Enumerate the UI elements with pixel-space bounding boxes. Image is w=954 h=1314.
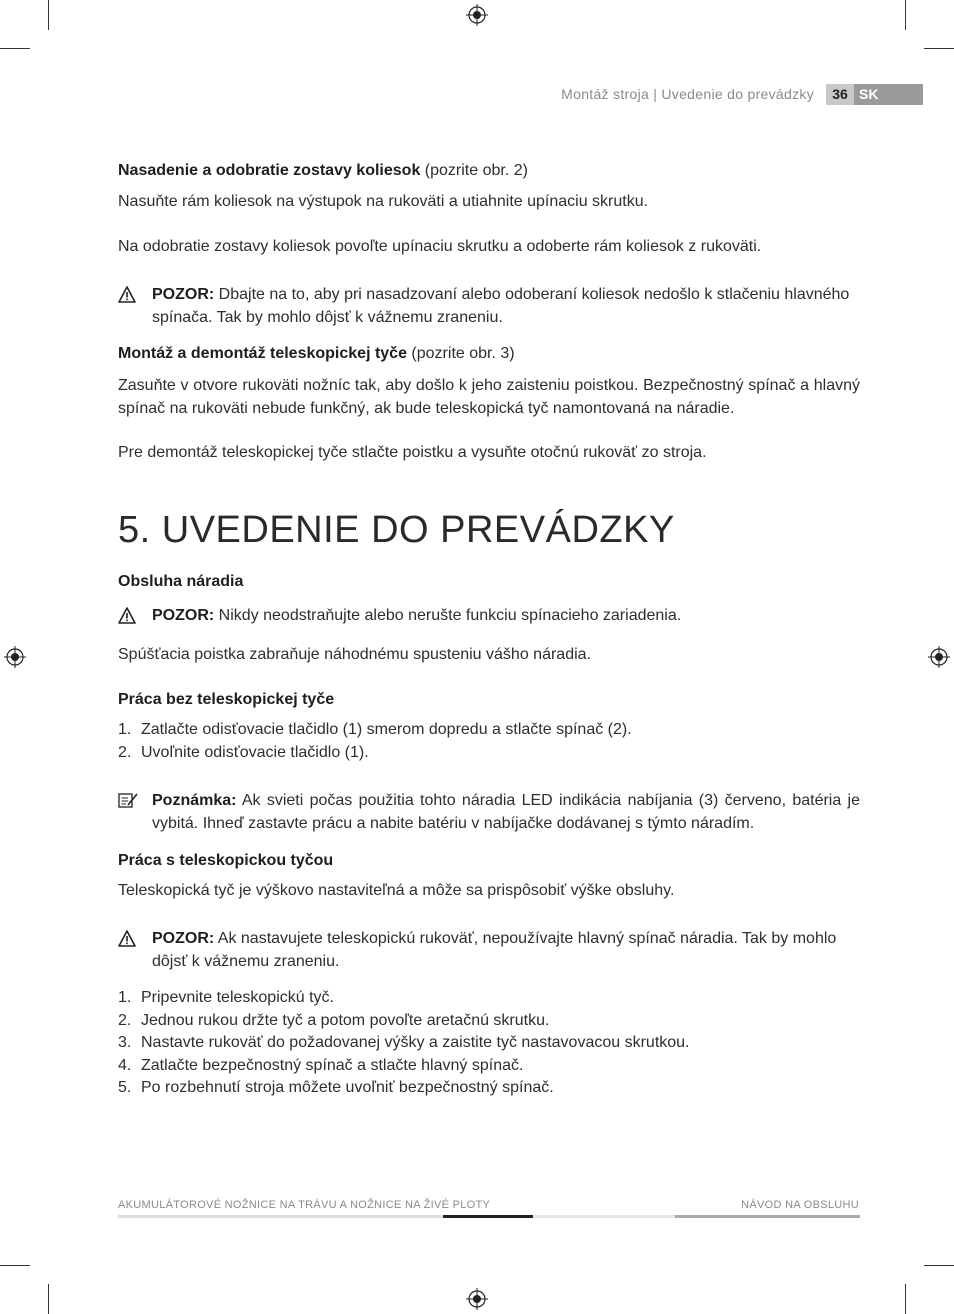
section-heading-without-pole: Práca bez teleskopickej tyče [118,691,335,708]
registration-mark-icon [4,646,26,668]
page-content: Nasadenie a odobratie zostavy koliesok (pozrite obr. 2) Nasuňte rám koliesok na výstupok na rukoväti a utiahnite upínaciu skrutku. Na odobratie zostavy koliesok povoľte upínaciu skrutku a odoberte rám koliesok z rukoväti. POZOR: Dbajte na to, aby pri nasadzovaní alebo odoberaní koliesok nedošlo k stlačeniu hlavného spínača. Tak by mohlo dôjsť k vážnemu zraneniu. Montáž a demontáž teleskopickej tyče (pozrite obr. 3) Zasuňte v otvore rukoväti nožníc tak, aby došlo k jeho zaisteniu poistkou. Bezpečnostný spínač a hlavný spínač na rukoväti nebude funkčný, ak bude teleskopická tyč namontovaná na náradie. Pre demontáž teleskopickej tyče stlačte poistku a vysuňte otočnú rukoväť zo stroja. 5. UVEDENIE DO PREVÁDZKY Obsluha náradia POZOR: Nikdy neodstraňujte alebo nerušte funkciu spínacieho zariadenia. Spúšťacia poistka zabraňuje náhodnému spusteniu vášho náradia. Práca bez teleskopickej tyče 1. Zatlačte odisťovacie tlačidlo (1) smerom dopredu a stlačte spínač (2). 2. Uvoľnite odisťovacie tlačidlo (1). Poznámka: Ak svieti počas použitia tohto náradia LED indikácia nabíjania (3) červeno, batéria je vybitá. Ihneď zastavte prácu a nabite batériu v nabíjačke dodávanej s týmto náradím. Práca s teleskopickou tyčou Teleskopická tyč je výškovo nastaviteľná a môže sa prispôsobiť výške obsluhy. POZOR: Ak nastavujete teleskopickú rukoväť, nepoužívajte hlavný spínač náradia. Tak by mohlo dôjsť k vážnemu zraneniu. 1. Pripevnite teleskopickú tyč. 2. Jednou rukou držte tyč a potom povoľte aretačnú skrutku. 3. Nastavte rukoväť do požadovanej výšky a zaistite tyč nastavovacou skrutkou. 4. Zatlačte bezpečnostný spínač a stlačte hlavný spínač. 5. Po rozbehnutí stroja môžete uvoľniť bezpečnostný spínač. [118,162,860,1096]
footer-manual: NÁVOD NA OBSLUHU [741,1199,859,1211]
paragraph: Zasuňte v otvore rukoväti nožníc tak, aby došlo k jeho zaisteniu poistkou. Bezpečnostný spínač a hlavný spínač na rukoväti nebude funkčný, ak bude teleskopická tyč namontovaná na náradie. [118,377,860,417]
chapter-title: 5. UVEDENIE DO PREVÁDZKY [118,509,675,551]
warning-triangle-icon [118,930,136,947]
warning-text: POZOR: Nikdy neodstraňujte alebo nerušte funkciu spínacieho zariadenia. [152,607,682,624]
warning-triangle-icon [118,607,136,624]
warning-triangle-icon [118,286,136,303]
note-text: Poznámka: Ak svieti počas použitia tohto náradia LED indikácia nabíjania (3) červeno, batéria je vybitá. Ihneď zastavte prácu a nabite batériu v nabíjačke dodávanej s týmto náradím. [152,792,860,832]
running-header: Montáž stroja | Uvedenie do prevádzky [561,86,814,102]
footer-rule [675,1215,860,1218]
page-number: 36 [826,84,854,105]
paragraph: Nasuňte rám koliesok na výstupok na rukoväti a utiahnite upínaciu skrutku. [118,193,649,210]
section-heading-telescope: Montáž a demontáž teleskopickej tyče (pozrite obr. 3) [118,345,515,362]
paragraph: Spúšťacia poistka zabraňuje náhodnému spusteniu vášho náradia. [118,646,591,663]
footer-title: AKUMULÁTOROVÉ NOŽNICE NA TRÁVU A NOŽNICE NA ŽIVÉ PLOTY [118,1199,491,1211]
registration-mark-icon [928,646,950,668]
language-badge: SK [854,84,923,105]
note-pencil-icon [118,792,138,809]
footer-rule [533,1215,675,1218]
footer-rule-accent [443,1215,533,1218]
section-heading-with-pole: Práca s teleskopickou tyčou [118,852,334,869]
footer-rule [118,1215,443,1218]
section-heading-wheels: Nasadenie a odobratie zostavy koliesok (pozrite obr. 2) [118,162,528,179]
paragraph: Teleskopická tyč je výškovo nastaviteľná a môže sa prispôsobiť výške obsluhy. [118,882,675,899]
section-heading-operation: Obsluha náradia [118,573,244,590]
warning-text: POZOR: Dbajte na to, aby pri nasadzovaní alebo odoberaní koliesok nedošlo k stlačeniu hlavného spínača. Tak by mohlo dôjsť k vážnemu zraneniu. [152,286,850,326]
warning-text: POZOR: Ak nastavujete teleskopickú rukoväť, nepoužívajte hlavný spínač náradia. Tak by mohlo dôjsť k vážnemu zraneniu. [152,930,837,970]
paragraph: Pre demontáž teleskopickej tyče stlačte poistku a vysuňte otočnú rukoväť zo stroja. [118,444,707,461]
paragraph: Na odobratie zostavy koliesok povoľte upínaciu skrutku a odoberte rám koliesok z rukoväti. [118,238,762,255]
